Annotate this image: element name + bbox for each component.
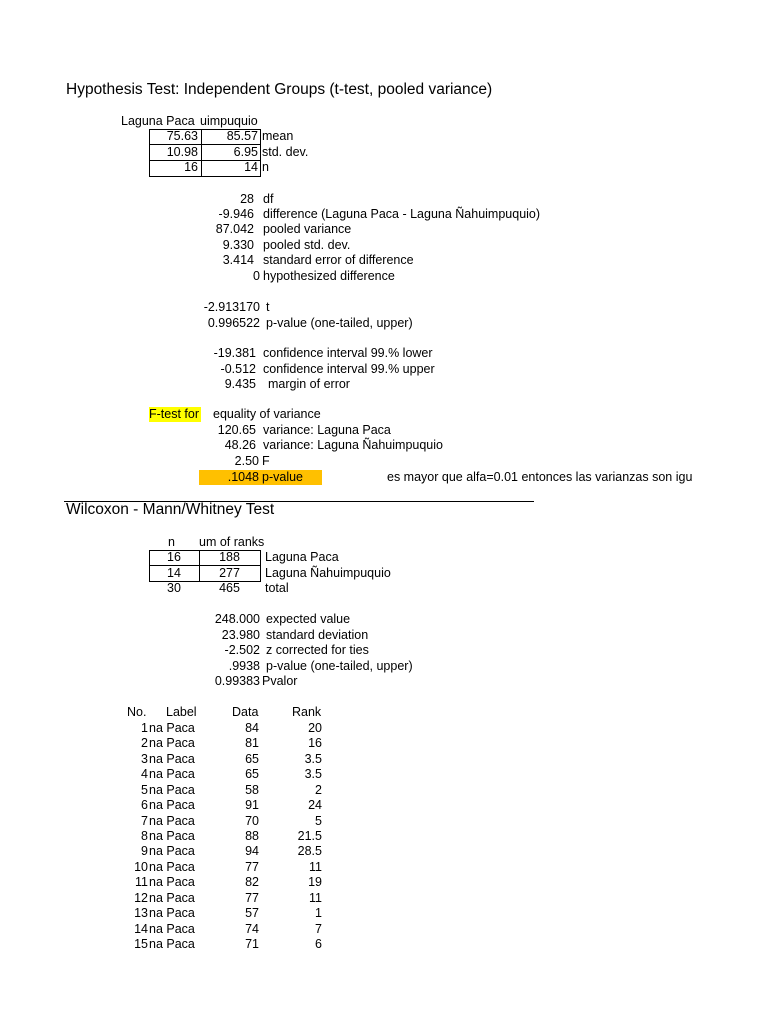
rank-row-data: 65 [245,767,259,781]
wilcoxon-sum: 188 [219,550,240,564]
pvalor-label: Pvalor [262,674,298,688]
sd-value: 23.980 [221,628,260,642]
stat-label: df [263,192,274,206]
rank-row-rank: 7 [315,922,322,936]
wilcoxon-n: 30 [167,581,181,595]
ttest-row-sd-v1[interactable]: 10.98 [166,145,198,159]
ttest-row-n-label: n [262,160,269,174]
rank-row-rank: 28.5 [297,844,322,858]
pvalor-value: 0.99383 [214,674,260,688]
col-header-label: Label [166,705,197,719]
wilcoxon-label: total [265,581,289,595]
rank-row-data: 57 [245,906,259,920]
rank-row-rank: 21.5 [297,829,322,843]
ci-lower-value: -19.381 [213,346,256,360]
rank-row-data: 70 [245,814,259,828]
ttest-col1-header: Laguna Paca [121,114,195,128]
ftest-note: es mayor que alfa=0.01 entonces las varianzas son igu [387,470,693,484]
wilcoxon-label: Laguna Ñahuimpuquio [265,566,391,580]
rank-row-label: na Paca [149,736,195,750]
rank-row-no: 13 [134,906,148,920]
rank-row-label: na Paca [149,752,195,766]
rank-row-data: 82 [245,875,259,889]
wilcoxon-title: Wilcoxon - Mann/Whitney Test [66,501,275,518]
ttest-row-mean-v1[interactable]: 75.63 [166,129,198,143]
expected-value: 248.000 [214,612,260,626]
rank-row-label: na Paca [149,875,195,889]
ttest-row-sd-label: std. dev. [262,145,309,159]
col-header-data: Data [232,705,259,719]
ftest-pvalue[interactable]: .1048 [227,470,259,484]
stat-label: hypothesized difference [263,269,395,283]
rank-row-label: na Paca [149,860,195,874]
p-label: p-value (one-tailed, upper) [266,316,413,330]
stat-value: 28 [240,192,254,206]
variance-paca-value: 120.65 [217,423,256,437]
f-value: 2.50 [234,454,259,468]
z-label: z corrected for ties [266,643,369,657]
t-label: t [266,300,270,314]
rank-row-label: na Paca [149,891,195,905]
wilcoxon-header-n: n [168,535,175,549]
variance-nahui-value: 48.26 [224,438,256,452]
expected-label: expected value [266,612,351,626]
wilcoxon-label: Laguna Paca [265,550,339,564]
rank-row-label: na Paca [149,767,195,781]
rank-row-data: 84 [245,721,259,735]
rank-row-label: na Paca [149,721,195,735]
stat-label: pooled std. dev. [263,238,351,252]
stat-value: 0 [253,269,260,283]
rank-row-no: 14 [134,922,148,936]
margin-label: margin of error [268,377,350,391]
rank-row-data: 77 [245,891,259,905]
rank-row-label: na Paca [149,922,195,936]
rank-row-data: 81 [245,736,259,750]
ftest-title-rest: equality of variance [213,407,321,421]
rank-row-label: na Paca [149,798,195,812]
rank-row-no: 12 [134,891,148,905]
ci-upper-value: -0.512 [220,362,256,376]
stat-label: standard error of difference [263,253,414,267]
ttest-row-n-v2[interactable]: 14 [244,160,258,174]
stat-label: difference (Laguna Paca - Laguna Ñahuimpuquio) [263,207,541,221]
wilcoxon-sum: 465 [219,581,240,595]
rank-row-rank: 19 [308,875,322,889]
rank-row-data: 94 [245,844,259,858]
p-value: 0.996522 [207,316,260,330]
rank-row-label: na Paca [149,829,195,843]
stat-value: 3.414 [222,253,254,267]
w-pvalue-label: p-value (one-tailed, upper) [266,659,413,673]
ttest-row-mean-v2[interactable]: 85.57 [226,129,258,143]
wilcoxon-n: 14 [167,566,181,580]
rank-row-label: na Paca [149,906,195,920]
rank-row-data: 74 [245,922,259,936]
f-label: F [262,454,270,468]
rank-row-label: na Paca [149,783,195,797]
rank-row-data: 77 [245,860,259,874]
ftest-pvalue-label: p-value [262,470,303,484]
t-value: -2.913170 [203,300,260,314]
rank-row-data: 91 [245,798,259,812]
ttest-col2-header: uimpuquio [200,114,258,128]
rank-row-rank: 5 [315,814,322,828]
rank-row-no: 6 [141,798,148,812]
ttest-row-mean-label: mean [262,129,294,143]
col-header-rank: Rank [292,705,322,719]
rank-row-no: 1 [141,721,148,735]
col-header-no: No. [127,705,147,719]
z-value: -2.502 [224,643,260,657]
ttest-row-n-v1[interactable]: 16 [184,160,198,174]
margin-value: 9.435 [224,377,256,391]
rank-row-rank: 2 [315,783,322,797]
rank-row-no: 2 [141,736,148,750]
rank-row-rank: 11 [309,891,322,905]
rank-row-no: 3 [141,752,148,766]
stat-label: pooled variance [263,222,352,236]
stat-value: -9.946 [218,207,254,221]
rank-row-no: 7 [141,814,148,828]
wilcoxon-sum: 277 [219,566,240,580]
rank-row-no: 8 [141,829,148,843]
variance-nahui-label: variance: Laguna Ñahuimpuquio [263,438,443,452]
rank-row-no: 11 [135,875,148,889]
rank-row-rank: 11 [309,860,322,874]
variance-paca-label: variance: Laguna Paca [263,423,391,437]
rank-row-rank: 20 [308,721,322,735]
rank-row-data: 58 [245,783,259,797]
rank-row-rank: 6 [315,937,322,951]
rank-row-rank: 3.5 [304,752,322,766]
w-pvalue: .9938 [228,659,260,673]
wilcoxon-header-sum: um of ranks [199,535,265,549]
rank-row-no: 15 [134,937,148,951]
stat-value: 9.330 [222,238,254,252]
wilcoxon-n: 16 [167,550,181,564]
rank-row-label: na Paca [149,844,195,858]
rank-row-label: na Paca [149,937,195,951]
rank-row-no: 4 [141,767,148,781]
ftest-title-highlight: F-test for [149,407,200,421]
rank-row-rank: 1 [315,906,322,920]
ci-lower-label: confidence interval 99.% lower [263,346,433,360]
rank-row-no: 9 [141,844,148,858]
rank-row-rank: 24 [308,798,322,812]
rank-row-no: 10 [134,860,148,874]
rank-row-data: 71 [245,937,259,951]
rank-row-rank: 16 [308,736,322,750]
ttest-row-sd-v2[interactable]: 6.95 [233,145,258,159]
sd-label: standard deviation [266,628,369,642]
rank-row-no: 5 [141,783,148,797]
rank-row-rank: 3.5 [304,767,322,781]
ci-upper-label: confidence interval 99.% upper [263,362,435,376]
rank-row-data: 88 [245,829,259,843]
rank-row-label: na Paca [149,814,195,828]
stat-value: 87.042 [215,222,254,236]
rank-row-data: 65 [245,752,259,766]
ttest-title: Hypothesis Test: Independent Groups (t-test, pooled variance) [66,81,493,98]
